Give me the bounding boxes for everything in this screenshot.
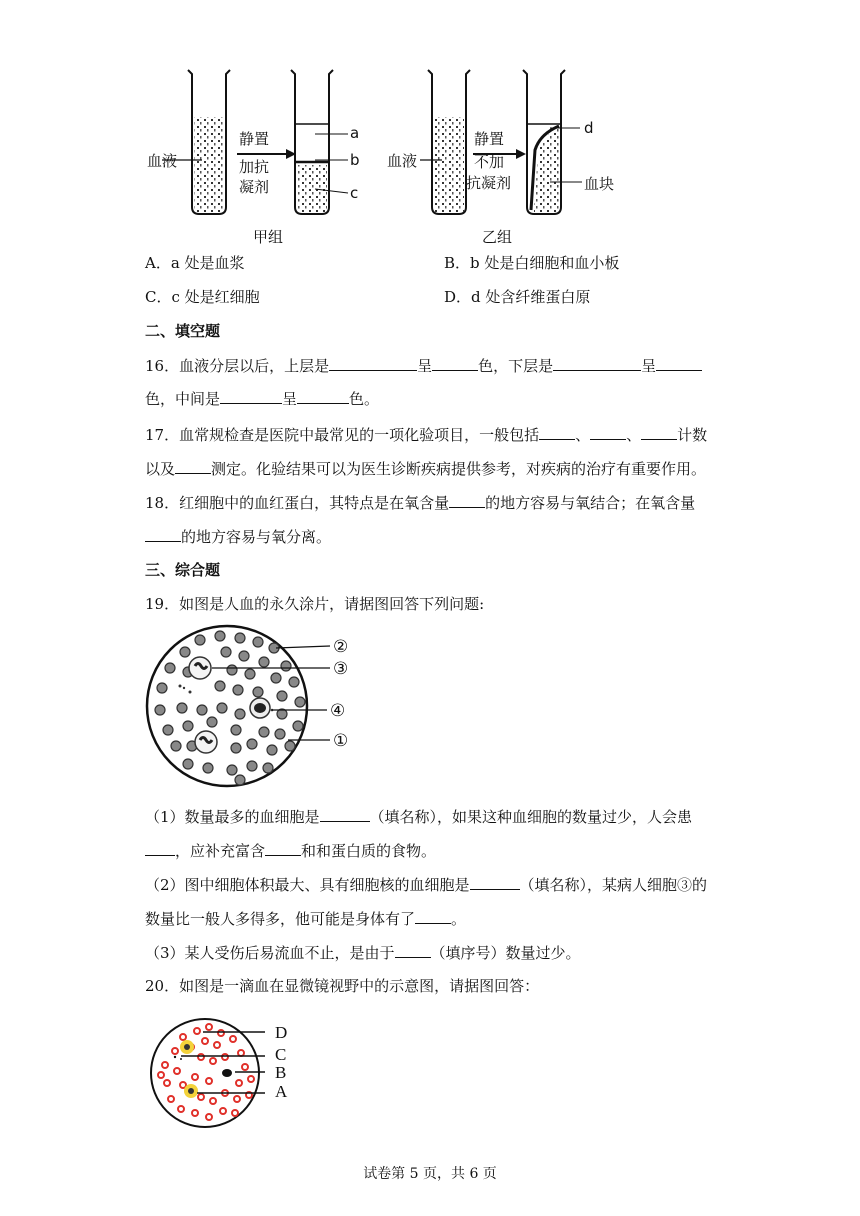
section-fill-blank-heading: 二、填空题: [145, 322, 221, 340]
arrow-2-text-bot: 抗凝剂: [466, 174, 512, 192]
question-20-stem: 20．如图是一滴血在显微镜视野中的示意图，请据图回答：: [145, 977, 540, 995]
blood-label-2: 血液: [387, 152, 418, 170]
answer-blank[interactable]: [220, 387, 282, 404]
answer-blank[interactable]: [539, 423, 575, 440]
question-18-line-1: 18．红细胞中的血红蛋白，其特点是在氧含量 的地方容易与氧结合；在氧含量: [145, 491, 695, 514]
section-comprehensive-heading: 三、综合题: [145, 561, 221, 579]
field-label-d: D: [275, 1023, 288, 1042]
question-19-stem: 19．如图是人血的永久涂片，请据图回答下列问题:: [145, 595, 485, 613]
white-blood-cell-b: [222, 1069, 232, 1077]
answer-blank[interactable]: [449, 491, 485, 508]
tube-4: [523, 70, 582, 214]
answer-blank[interactable]: [641, 423, 677, 440]
option-c[interactable]: C．c 处是红细胞: [145, 288, 260, 306]
layer-c-label: c: [350, 184, 359, 202]
question-17-line-1: 17．血常规检查是医院中最常见的一项化验项目，一般包括 、 、 计数: [145, 423, 707, 446]
tube-3: [420, 70, 470, 214]
answer-blank[interactable]: [395, 941, 431, 958]
answer-blank[interactable]: [470, 873, 520, 890]
question-16-line-1: 16．血液分层以后，上层是 呈 色，下层是 呈: [145, 354, 702, 377]
answer-blank[interactable]: [415, 907, 451, 924]
question-19-sub-2-line-1: （2）图中细胞体积最大、具有细胞核的血细胞是 （填名称），某病人细胞③的: [145, 873, 707, 896]
question-16-line-2: 色，中间是 呈 色。: [145, 387, 379, 410]
arrow-2-text-top: 静置: [474, 130, 505, 148]
arrow-1-text-mid: 加抗: [239, 158, 270, 176]
question-18-line-2: 的地方容易与氧分离。: [145, 525, 331, 548]
answer-blank[interactable]: [145, 525, 181, 542]
white-blood-cell-3: [189, 657, 211, 679]
question-19-sub-1-line-2: ，应补充富含 和和蛋白质的食物。: [145, 839, 436, 862]
option-a[interactable]: A．a 处是血浆: [145, 254, 245, 272]
tube-2: [291, 70, 348, 214]
white-blood-cell-4: [250, 698, 270, 718]
page-footer: 试卷第 5 页，共 6 页: [363, 1166, 497, 1182]
arrow-1-text-bot: 凝剂: [239, 178, 270, 196]
smear-label-2: ②: [333, 637, 349, 657]
field-label-a: A: [275, 1082, 288, 1101]
group-2-label: 乙组: [482, 228, 513, 246]
layer-b-label: b: [350, 151, 360, 169]
smear-label-3: ③: [333, 659, 349, 679]
field-label-b: B: [275, 1063, 287, 1082]
arrow-2-text-mid: 不加: [474, 153, 505, 171]
field-label-c: C: [275, 1045, 287, 1064]
question-19-sub-1-line-1: （1）数量最多的血细胞是 （填名称），如果这种血细胞的数量过少，人会患: [145, 805, 692, 828]
white-blood-cell-a: [184, 1084, 198, 1098]
blood-label-1: 血液: [147, 152, 178, 170]
answer-blank[interactable]: [553, 354, 641, 371]
smear-label-4: ④: [330, 701, 346, 721]
option-b[interactable]: B．b 处是白细胞和血小板: [444, 254, 620, 272]
answer-blank[interactable]: [175, 457, 211, 474]
clot-label: 血块: [584, 175, 615, 193]
question-19-sub-2-line-2: 数量比一般人多得多，他可能是身体有了 。: [145, 907, 466, 930]
layer-a-label: a: [350, 124, 360, 142]
answer-blank[interactable]: [145, 839, 175, 856]
answer-blank[interactable]: [590, 423, 626, 440]
smear-label-1: ①: [333, 731, 349, 751]
answer-blank[interactable]: [297, 387, 349, 404]
answer-blank[interactable]: [656, 354, 702, 371]
question-17-line-2: 以及 测定。化验结果可以为医生诊断疾病提供参考，对疾病的治疗有重要作用。: [145, 457, 706, 480]
question-19-sub-3: （3）某人受伤后易流血不止，是由于 （填序号）数量过少。: [145, 941, 581, 964]
option-d[interactable]: D．d 处含纤维蛋白原: [444, 288, 591, 306]
answer-blank[interactable]: [329, 354, 417, 371]
white-blood-cell-c: [180, 1040, 194, 1054]
answer-blank[interactable]: [320, 805, 370, 822]
tube-1: [162, 70, 230, 214]
answer-blank[interactable]: [265, 839, 301, 856]
answer-blank[interactable]: [432, 354, 478, 371]
layer-d-label: d: [584, 119, 594, 137]
group-1-label: 甲组: [253, 228, 284, 246]
arrow-1-text-top: 静置: [239, 130, 270, 148]
white-blood-cell-lower: [195, 731, 217, 753]
